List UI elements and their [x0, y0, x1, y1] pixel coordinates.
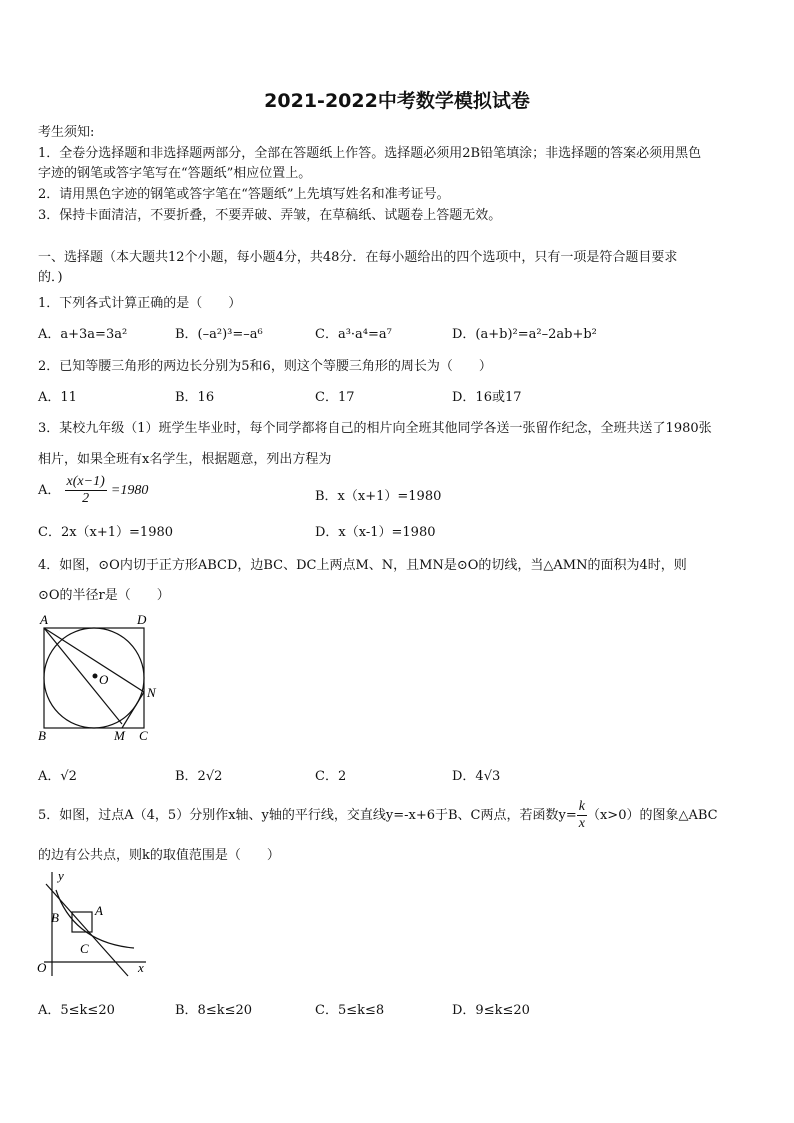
q4-figure [34, 612, 164, 744]
q4-label-n: N [147, 685, 156, 700]
q4-label-m: M [114, 728, 125, 743]
q5-option-a: A．5≤k≤20 [38, 1003, 115, 1018]
notice-line-1a: 1．全卷分选择题和非选择题两部分，全部在答题纸上作答。选择题必须用2B铅笔填涂；非选择题的答案必须用黑色 [38, 146, 702, 161]
q1-option-b: B．(–a²)³=–a⁶ [175, 327, 263, 342]
section-heading-1: 一、选择题（本大题共12个小题，每小题4分，共48分．在每小题给出的四个选项中，只有一项是符合题目要求 [38, 250, 678, 265]
q3-option-a-fraction [65, 474, 107, 507]
q4-center-dot [93, 674, 98, 679]
q2-option-b: B．16 [175, 390, 215, 405]
q5-stem-1a: 5．如图，过点A（4，5）分别作x轴、y轴的平行线，交直线y=-x+6于B、C两点，若函数y= [38, 808, 577, 823]
notice-heading: 考生须知: [38, 125, 95, 140]
q4-option-c: C．2 [315, 769, 347, 784]
q3-option-a-denominator: 2 [82, 491, 90, 506]
q3-stem-2: 相片，如果全班有x名学生，根据题意，列出方程为 [38, 452, 332, 467]
notice-line-2: 2．请用黑色字迹的钢笔或答字笔在“答题纸”上先填写姓名和准考证号。 [38, 187, 450, 202]
page-title: 2021-2022中考数学模拟试卷 [264, 90, 530, 112]
q1-option-d: D．(a+b)²=a²–2ab+b² [452, 327, 597, 342]
q4-option-b: B．2√2 [175, 769, 223, 784]
q2-option-d: D．16或17 [452, 390, 522, 405]
q5-stem-denominator: x [578, 816, 585, 831]
q5-option-c: C．5≤k≤8 [315, 1003, 385, 1018]
q4-option-d: D．4√3 [452, 769, 501, 784]
q3-option-a-label: A． [38, 483, 61, 498]
q5-label-o: O [37, 960, 47, 975]
q4-label-b: B [38, 728, 46, 743]
q5-stem-2: 的边有公共点，则k的取值范围是（ ） [38, 848, 280, 863]
q3-option-a-rhs: =1980 [110, 483, 149, 498]
q4-line-mn [122, 692, 144, 728]
q4-stem-1: 4．如图，⊙O内切于正方形ABCD，边BC、DC上两点M、N，且MN是⊙O的切线，当△AMN的面积为4时，则 [38, 558, 687, 573]
q5-label-a: A [95, 903, 103, 918]
section-heading-2: 的．) [38, 270, 63, 285]
q5-option-b: B．8≤k≤20 [175, 1003, 253, 1018]
q4-label-o: O [99, 672, 109, 687]
notice-line-3: 3．保持卡面清洁，不要折叠，不要弄破、弄皱，在草稿纸、试题卷上答题无效。 [38, 208, 502, 223]
q4-option-a: A．√2 [38, 769, 77, 784]
q4-stem-2: ⊙O的半径r是（ ） [38, 588, 170, 603]
notice-line-1b: 字迹的钢笔或答字笔写在“答题纸”相应位置上。 [38, 166, 312, 181]
q5-label-c: C [80, 941, 89, 956]
q5-stem-fraction [577, 799, 587, 832]
q3-option-a-numerator: x(x−1) [66, 474, 105, 489]
q3-option-b: B．x（x+1）=1980 [315, 489, 442, 504]
q5-stem-numerator: k [578, 799, 585, 814]
q5-label-b: B [51, 910, 59, 925]
q5-label-x: x [138, 960, 144, 975]
q3-stem-1: 3．某校九年级（1）班学生毕业时，每个同学都将自己的相片向全班其他同学各送一张留作纪念，全班共送了1980张 [38, 421, 712, 436]
q2-option-a: A．11 [38, 390, 77, 405]
q5-figure [34, 868, 154, 980]
q5-label-y: y [58, 868, 64, 883]
q5-option-d: D．9≤k≤20 [452, 1003, 530, 1018]
q1-stem: 1．下列各式计算正确的是（ ） [38, 296, 242, 311]
q4-line-an [44, 628, 144, 692]
q5-stem-1b: （x>0）的图象△ABC [586, 808, 718, 823]
q1-option-a: A．a+3a=3a² [38, 327, 128, 342]
q4-label-a: A [40, 612, 48, 627]
q3-option-a [38, 474, 148, 507]
q3-option-d: D．x（x-1）=1980 [315, 525, 436, 540]
q3-option-c: C．2x（x+1）=1980 [38, 525, 174, 540]
q2-option-c: C．17 [315, 390, 355, 405]
q1-option-c: C．a³·a⁴=a⁷ [315, 327, 392, 342]
q5-stem-1 [38, 799, 718, 832]
q4-label-d: D [137, 612, 147, 627]
q4-label-c: C [139, 728, 148, 743]
q2-stem: 2．已知等腰三角形的两边长分别为5和6，则这个等腰三角形的周长为（ ） [38, 359, 492, 374]
